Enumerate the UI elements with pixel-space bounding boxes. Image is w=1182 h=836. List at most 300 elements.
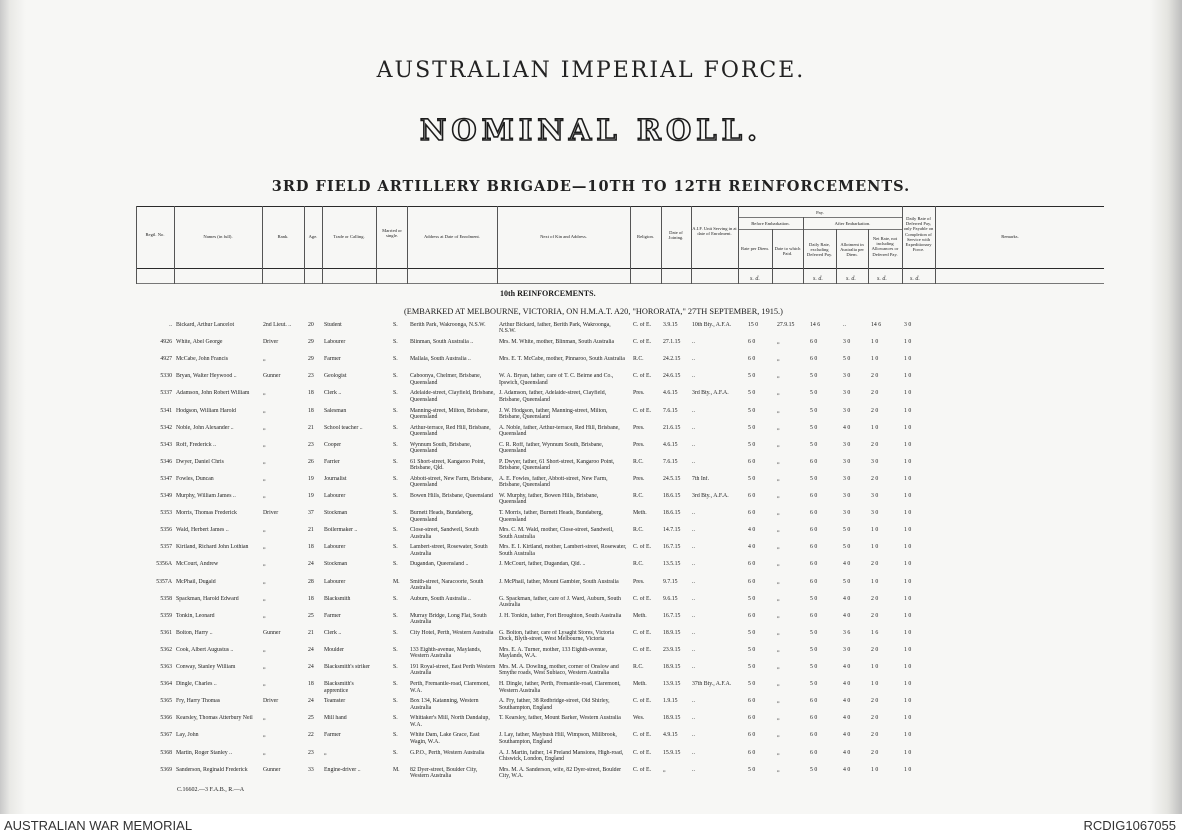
cell-date-paid: „ (777, 424, 780, 431)
cell-next-of-kin: A. J. Martin, father, 14 Preland Mansions, High-road, Chiswick, London, England (499, 749, 624, 762)
col-header-deferred: Daily Rate of Deferred Pay, only Payable on Completion of Service with Expeditionary Force. (903, 216, 934, 253)
cell-next-of-kin: H. Dingle, father, Perth, Fremantle-road, Claremont, Western Australia (499, 681, 621, 694)
cell-enrolment-address: Adelaide-street, Clayfield, Brisbane, Queensland (410, 390, 495, 403)
cell-daily-rate: 6 0 (810, 339, 818, 346)
cell-rank: „ (263, 493, 266, 499)
cell-trade: Labourer (324, 493, 346, 499)
cell-net-rate: 3 0 (871, 458, 879, 465)
cell-age: 28 (308, 578, 314, 585)
cell-religion: C. of E. (633, 339, 652, 346)
archive-reference: RCDIG1067055 (1083, 818, 1176, 833)
cell-date-paid: „ (777, 732, 780, 739)
col-divider (772, 229, 773, 284)
col-header-remarks: Remarks. (1001, 234, 1019, 239)
cell-next-of-kin: Mrs. E. T. McCabe, mother, Pinnaroo, South Australia (499, 356, 625, 363)
cell-rate-per-diem: 6 0 (748, 749, 756, 756)
cell-net-rate: 1 0 (871, 527, 879, 534)
cell-soldier-name: Noble, John Alexander .. (176, 424, 234, 431)
cell-date-paid: „ (777, 339, 780, 346)
cell-date-paid: „ (777, 407, 780, 414)
cell-rate-per-diem: 6 0 (748, 732, 756, 739)
archive-bar (0, 814, 1182, 836)
cell-age: 25 (308, 715, 314, 722)
cell-net-rate: 3 0 (871, 510, 879, 517)
cell-marital-status: S. (393, 441, 398, 448)
cell-deferred-pay: 1 0 (904, 527, 912, 534)
cell-marital-status: S. (393, 356, 398, 363)
cell-net-rate: 1 0 (871, 356, 879, 363)
cell-deferred-pay: 1 0 (904, 629, 912, 636)
cell-rate-per-diem: 4 0 (748, 544, 756, 551)
cell-daily-rate: 5 0 (810, 646, 818, 653)
cell-rate-per-diem: 5 0 (748, 595, 756, 602)
cell-unit-serving: .. (692, 612, 695, 619)
cell-deferred-pay: 1 0 (904, 407, 912, 414)
cell-unit-serving: 37th Bty., A.F.A. (692, 681, 732, 688)
col-divider (322, 206, 323, 284)
cell-date-paid: „ (777, 698, 780, 705)
cell-date-of-joining: 27.1.15 (663, 339, 681, 346)
cell-date-paid: „ (777, 578, 780, 585)
cell-rank: „ (263, 390, 266, 397)
cell-unit-serving: 3rd Bty., A.F.A. (692, 493, 729, 499)
cell-regtl-no: 5357 (160, 544, 172, 551)
cell-rate-per-diem: 6 0 (748, 561, 756, 568)
col-header-allotment: Allotment in Australia per Diem. (840, 242, 864, 258)
cell-religion: Pres. (633, 578, 645, 585)
cell-marital-status: S. (393, 475, 398, 482)
cell-daily-rate: 5 0 (810, 475, 818, 482)
cell-regtl-no: 5367 (160, 732, 172, 739)
cell-religion: Meth. (633, 510, 647, 517)
cell-next-of-kin: Mrs. M. A. Dowling, mother, corner of Onslow and Smythe roads, West Subiaco, Western Australia (499, 664, 619, 677)
cell-age: 19 (308, 493, 314, 499)
cell-deferred-pay: 1 0 (904, 595, 912, 602)
cell-rank: „ (263, 356, 266, 363)
cell-deferred-pay: 1 0 (904, 646, 912, 653)
cell-enrolment-address: 133 Eighth-avenue, Maylands, Western Australia (410, 646, 482, 660)
cell-enrolment-address: Caboonya, Chelmer, Brisbane, Queensland (410, 373, 482, 386)
cell-trade: Stockman (324, 561, 348, 568)
cell-unit-serving: .. (692, 407, 695, 414)
cell-daily-rate: 5 0 (810, 373, 818, 380)
col-divider (691, 206, 692, 284)
cell-allotment: 4 0 (843, 612, 851, 619)
cell-allotment: 4 0 (843, 749, 851, 756)
cell-enrolment-address: City Hotel, Perth, Western Australia (410, 629, 494, 636)
section-title: 10th REINFORCEMENTS. (500, 289, 596, 298)
cell-date-of-joining: 24.5.15 (663, 475, 681, 482)
cell-net-rate: 3 0 (871, 493, 879, 499)
cell-deferred-pay: 1 0 (904, 510, 912, 517)
cell-daily-rate: 6 0 (810, 561, 818, 568)
cell-religion: C. of E. (633, 766, 652, 773)
cell-regtl-no: 5359 (160, 612, 172, 619)
cell-regtl-no: 5346 (160, 458, 172, 465)
cell-deferred-pay: 1 0 (904, 749, 912, 756)
cell-religion: C. of E. (633, 732, 652, 739)
cell-rank: Driver (263, 510, 279, 517)
cell-rank: „ (263, 561, 266, 568)
cell-next-of-kin: G. Spackman, father, care of J. Ward, Auburn, South Australia (499, 595, 621, 608)
cell-date-of-joining: 3.9.15 (663, 322, 678, 328)
cell-age: 29 (308, 356, 314, 363)
cell-deferred-pay: 1 0 (904, 612, 912, 619)
col-divider (262, 206, 263, 284)
cell-rate-per-diem: 5 0 (748, 390, 756, 397)
unit-title: 3RD FIELD ARTILLERY BRIGADE—10TH TO 12TH REINFORCEMENTS. (271, 178, 911, 195)
cell-next-of-kin: Mrs. M. White, mother, Blinman, South Australia (499, 339, 615, 346)
cell-deferred-pay: 1 0 (904, 475, 912, 482)
cell-regtl-no: 5364 (160, 681, 172, 688)
cell-net-rate: 1 0 (871, 681, 879, 688)
cell-age: 23 (308, 749, 314, 756)
cell-unit-serving: .. (692, 664, 695, 670)
cell-date-paid: „ (777, 681, 780, 688)
header-bottom-rule (136, 268, 1104, 269)
col-header-after-embarkation: After Embarkation. (834, 221, 871, 226)
cell-next-of-kin: W. A. Bryan, father, care of T. C. Beirne and Co., Ipswich, Queensland (499, 373, 614, 386)
cell-date-of-joining: 14.7.15 (663, 527, 681, 534)
cell-next-of-kin: J. McPhail, father, Mount Gambier, South Australia (499, 578, 619, 585)
cell-allotment: 3 6 (843, 629, 851, 636)
cell-allotment: 4 0 (843, 664, 851, 670)
cell-next-of-kin: A. Noble, father, Arthur-terrace, Red Hill, Brisbane, Queensland (499, 424, 620, 437)
cell-trade: School teacher .. (324, 424, 363, 431)
col-divider (376, 206, 377, 284)
cell-trade: Student (324, 322, 342, 328)
col-header-pay: Pay. (816, 210, 824, 215)
cell-next-of-kin: J. W. Hodgson, father, Manning-street, Milton, Brisbane, Queensland (499, 407, 608, 420)
cell-enrolment-address: G.P.O., Perth, Western Australia (410, 749, 485, 756)
cell-allotment: 5 0 (843, 527, 851, 534)
cell-enrolment-address: Box 134, Katanning, Western Australia (410, 698, 479, 711)
cell-trade: Engine-driver .. (324, 766, 361, 773)
cell-date-of-joining: 15.9.15 (663, 749, 681, 756)
cell-religion: R.C. (633, 458, 644, 465)
cell-net-rate: 2 0 (871, 475, 879, 482)
cell-marital-status: S. (393, 612, 398, 619)
cell-allotment: 4 0 (843, 681, 851, 688)
sd-mark: s. d. (910, 276, 920, 282)
cell-unit-serving: .. (692, 595, 695, 602)
cell-regtl-no: 5343 (160, 441, 172, 448)
cell-soldier-name: Wald, Herbert James .. (176, 527, 229, 534)
cell-next-of-kin: Mrs. E. I. Kirtland, mother, Lambert-street, Rosewater, South Australia (499, 544, 627, 557)
cell-soldier-name: Bickard, Arthur Lancelot (176, 322, 235, 328)
col-divider (738, 206, 739, 284)
col-divider (304, 206, 305, 284)
cell-net-rate: 1 0 (871, 664, 879, 670)
cell-unit-serving: .. (692, 749, 695, 756)
cell-date-paid: „ (777, 629, 780, 636)
cell-soldier-name: Bolton, Harry .. (176, 629, 213, 636)
cell-regtl-no: 5342 (160, 424, 172, 431)
cell-net-rate: 2 0 (871, 715, 879, 722)
cell-regtl-no: 5341 (160, 407, 172, 414)
cell-trade: Labourer (324, 339, 346, 346)
col-header-trade: Trade or Calling. (333, 234, 365, 239)
cell-unit-serving: .. (692, 629, 695, 636)
cell-regtl-no: 5356A (156, 561, 172, 568)
cell-next-of-kin: G. Bolton, father, care of Lysaght Stores, Victoria Dock, Blyth-street, West Melbourne, Victoria (499, 629, 615, 643)
cell-allotment: 4 0 (843, 698, 851, 705)
cell-rate-per-diem: 5 0 (748, 407, 756, 414)
cell-trade: Labourer (324, 578, 346, 585)
sd-mark: s. d. (877, 276, 887, 282)
cell-rank: Gunner (263, 766, 281, 773)
cell-soldier-name: Morris, Thomas Frederick (176, 510, 237, 517)
cell-date-of-joining: 16.7.15 (663, 612, 681, 619)
col-divider (136, 206, 137, 284)
cell-soldier-name: Kearsley, Thomas Atterbury Neil (176, 715, 253, 722)
cell-marital-status: S. (393, 373, 398, 380)
cell-rate-per-diem: 6 0 (748, 493, 756, 499)
cell-deferred-pay: 1 0 (904, 390, 912, 397)
cell-enrolment-address: White Dam, Lake Grace, East Wagin, W.A. (410, 732, 480, 745)
cell-date-of-joining: 9.6.15 (663, 595, 678, 602)
cell-regtl-no: 4926 (160, 339, 172, 346)
cell-age: 21 (308, 527, 314, 534)
document-title: AUSTRALIAN IMPERIAL FORCE. (376, 58, 806, 83)
cell-trade: Farmer (324, 732, 341, 739)
col-header-religion: Religion. (637, 234, 654, 239)
cell-marital-status: S. (393, 544, 398, 551)
cell-daily-rate: 5 0 (810, 424, 818, 431)
cell-rank: „ (263, 544, 266, 551)
archive-name: AUSTRALIAN WAR MEMORIAL (4, 818, 193, 833)
cell-regtl-no: 5347 (160, 475, 172, 482)
cell-next-of-kin: Mrs. M. A. Sanderson, wife, 82 Dyer-street, Boulder City, W.A. (499, 766, 622, 779)
cell-daily-rate: 5 0 (810, 407, 818, 414)
cell-unit-serving: .. (692, 646, 695, 653)
cell-soldier-name: Lay, John (176, 732, 199, 739)
cell-date-paid: „ (777, 544, 780, 551)
cell-date-paid: „ (777, 612, 780, 619)
cell-net-rate: 2 0 (871, 407, 879, 414)
roll-title: NOMINAL ROLL. (419, 113, 763, 147)
cell-daily-rate: 6 0 (810, 510, 818, 517)
cell-rate-per-diem: 5 0 (748, 373, 756, 380)
cell-enrolment-address: Bowen Hills, Brisbane, Queensland (410, 493, 493, 499)
cell-marital-status: S. (393, 698, 398, 705)
cell-deferred-pay: 1 0 (904, 664, 912, 670)
cell-soldier-name: Hodgson, William Harold (176, 407, 237, 414)
cell-enrolment-address: Lambert-street, Rosewater, South Australia (410, 544, 488, 557)
sd-mark: s. d. (846, 276, 856, 282)
print-code: C.16602.—3 F.A.B., R.—A (177, 787, 245, 793)
cell-daily-rate: 6 0 (810, 544, 818, 551)
cell-allotment: 3 0 (843, 441, 851, 448)
cell-deferred-pay: 1 0 (904, 339, 912, 346)
cell-religion: R.C. (633, 561, 644, 568)
cell-trade: Geologist (324, 373, 347, 380)
cell-net-rate: 2 0 (871, 595, 879, 602)
cell-deferred-pay: 1 0 (904, 458, 912, 465)
cell-next-of-kin: Mrs. C. M. Wald, mother, Close-street, Sandwell, South Australia (499, 527, 614, 540)
cell-trade: Farmer (324, 612, 341, 619)
cell-unit-serving: .. (692, 441, 695, 448)
col-header-name: Names (in full). (203, 234, 233, 239)
cell-regtl-no: 5369 (160, 766, 172, 773)
cell-trade: Teamster (324, 698, 346, 705)
col-header-rate-per-diem: Rate per Diem. (741, 246, 769, 251)
cell-religion: Meth. (633, 681, 647, 688)
cell-date-of-joining: 7.6.15 (663, 407, 678, 414)
cell-daily-rate: 5 0 (810, 681, 818, 688)
cell-marital-status: S. (393, 595, 398, 602)
cell-enrolment-address: Close-street, Sandwell, South Australia (410, 527, 479, 540)
cell-regtl-no: 5356 (160, 527, 172, 534)
cell-next-of-kin: Mrs. E. A. Turner, mother, 133 Eighth-avenue, Maylands, W.A. (499, 646, 608, 660)
cell-date-paid: „ (777, 510, 780, 517)
cell-rate-per-diem: 5 0 (748, 424, 756, 431)
cell-age: 26 (308, 458, 314, 465)
cell-unit-serving: .. (692, 578, 695, 585)
cell-soldier-name: Conway, Stanley William (176, 664, 236, 670)
cell-marital-status: S. (393, 732, 398, 739)
cell-age: 24 (308, 698, 314, 705)
cell-allotment: 3 0 (843, 646, 851, 653)
cell-allotment: 4 0 (843, 732, 851, 739)
cell-rate-per-diem: 6 0 (748, 356, 756, 363)
cell-age: 24 (308, 561, 314, 568)
cell-religion: Pres. (633, 390, 645, 397)
cell-net-rate: 1 0 (871, 578, 879, 585)
cell-net-rate: 2 0 (871, 612, 879, 619)
cell-daily-rate: 6 0 (810, 356, 818, 363)
cell-rank: „ (263, 458, 266, 465)
cell-rate-per-diem: 6 0 (748, 698, 756, 705)
cell-rate-per-diem: 6 0 (748, 458, 756, 465)
cell-daily-rate: 6 0 (810, 458, 818, 465)
cell-age: 20 (308, 322, 314, 328)
cell-unit-serving: .. (692, 339, 695, 346)
col-header-net-rate: Net Rate, not including Allowances or Deferred Pay. (871, 236, 899, 257)
cell-religion: C. of E. (633, 646, 652, 653)
cell-rate-per-diem: 6 0 (748, 339, 756, 346)
cell-marital-status: S. (393, 407, 398, 414)
cell-date-paid: „ (777, 595, 780, 602)
cell-soldier-name: Dwyer, Daniel Chris (176, 458, 224, 465)
cell-trade: Cooper (324, 441, 342, 448)
cell-allotment: 5 0 (843, 356, 851, 363)
cell-allotment: 5 0 (843, 578, 851, 585)
cell-unit-serving: .. (692, 458, 695, 465)
cell-religion: Meth. (633, 612, 647, 619)
cell-marital-status: S. (393, 646, 398, 653)
cell-trade: Moulder (324, 646, 344, 653)
cell-religion: C. of E. (633, 749, 652, 756)
cell-trade: Stockman (324, 510, 348, 517)
cell-next-of-kin: J. H. Tonkin, father, Fort Broughton, South Australia (499, 612, 622, 619)
cell-daily-rate: 6 0 (810, 527, 818, 534)
cell-rank: 2nd Lieut. .. (263, 322, 292, 328)
cell-net-rate: 2 0 (871, 390, 879, 397)
cell-enrolment-address: Wynnum South, Brisbane, Queensland (410, 441, 472, 455)
cell-date-of-joining: 24.6.15 (663, 373, 681, 380)
cell-soldier-name: Adamson, John Robert William (176, 390, 250, 397)
cell-date-paid: „ (777, 441, 780, 448)
cell-next-of-kin: Arthur Bickard, father, Berith Park, Wakroonga, N.S.W. (499, 322, 611, 335)
cell-allotment: 3 0 (843, 458, 851, 465)
cell-date-paid: 27.9.15 (777, 322, 795, 328)
cell-enrolment-address: Manning-street, Milton, Brisbane, Queensland (410, 407, 490, 420)
cell-date-paid: „ (777, 458, 780, 465)
cell-regtl-no: 5366 (160, 715, 172, 722)
cell-daily-rate: 6 0 (810, 493, 818, 499)
cell-daily-rate: 6 0 (810, 749, 818, 756)
cell-rank: Gunner (263, 373, 281, 380)
cell-deferred-pay: 1 0 (904, 715, 912, 722)
cell-allotment: 3 0 (843, 510, 851, 517)
col-header-daily-rate: Daily Rate, excluding Deferred Pay. (806, 242, 833, 258)
cell-marital-status: S. (393, 681, 398, 688)
cell-enrolment-address: Burnett Heads, Bundaberg, Queensland (410, 510, 474, 523)
cell-date-of-joining: 21.6.15 (663, 424, 681, 431)
cell-rate-per-diem: 5 0 (748, 664, 756, 670)
cell-date-of-joining: 18.6.15 (663, 493, 681, 499)
cell-daily-rate: 5 0 (810, 595, 818, 602)
cell-deferred-pay: 1 0 (904, 732, 912, 739)
cell-date-of-joining: 18.6.15 (663, 510, 681, 517)
cell-date-paid: „ (777, 664, 780, 670)
col-divider (497, 206, 498, 284)
cell-enrolment-address: Whittaker's Mill, North Dandalup, W.A. (410, 715, 490, 728)
col-divider (407, 206, 408, 284)
cell-marital-status: S. (393, 458, 398, 465)
cell-date-of-joining: 24.2.15 (663, 356, 681, 363)
cell-unit-serving: .. (692, 561, 695, 568)
cell-age: 18 (308, 390, 314, 397)
cell-unit-serving: .. (692, 544, 695, 551)
cell-soldier-name: Sanderson, Reginald Frederick (176, 766, 248, 773)
cell-date-of-joining: 13.5.15 (663, 561, 681, 568)
cell-deferred-pay: 1 0 (904, 441, 912, 448)
cell-rank: „ (263, 407, 266, 414)
cell-rank: „ (263, 749, 266, 756)
cell-next-of-kin: T. Morris, father, Burnett Heads, Bundaberg, Queensland (499, 510, 603, 523)
col-header-age: Age. (308, 234, 318, 239)
cell-date-of-joining: 16.7.15 (663, 544, 681, 551)
cell-next-of-kin: W. Murphy, father, Bowen Hills, Brisbane, Queensland (499, 493, 599, 506)
cell-next-of-kin: A. Fry, father, 38 Redbridge-street, Old Shirley, Southampton, England (499, 698, 610, 711)
cell-allotment: 4 0 (843, 766, 851, 773)
cell-rank: „ (263, 595, 266, 602)
cell-rank: „ (263, 527, 266, 534)
cell-regtl-no: 5362 (160, 646, 172, 653)
cell-next-of-kin: A. E. Fowles, father, Abbott-street, New Farm, Brisbane, Queensland (499, 475, 608, 489)
cell-daily-rate: 6 0 (810, 612, 818, 619)
cell-soldier-name: Cook, Albert Augustus .. (176, 646, 234, 653)
cell-regtl-no: 5337 (160, 390, 172, 397)
cell-rank: „ (263, 681, 266, 688)
cell-date-paid: „ (777, 527, 780, 534)
cell-religion: C. of E. (633, 544, 652, 551)
cell-religion: Pres. (633, 475, 645, 482)
cell-enrolment-address: Abbott-street, New Farm, Brisbane, Queensland (410, 475, 494, 489)
cell-age: 23 (308, 373, 314, 380)
cell-date-paid: „ (777, 356, 780, 363)
cell-date-of-joining: 18.9.15 (663, 715, 681, 722)
cell-daily-rate: 5 0 (810, 441, 818, 448)
cell-next-of-kin: C. R. Roff, father, Wynnum South, Brisbane, Queensland (499, 441, 604, 455)
cell-date-paid: „ (777, 646, 780, 653)
cell-trade: Boilermaker .. (324, 527, 358, 534)
cell-religion: R.C. (633, 664, 644, 670)
cell-soldier-name: Murphy, William James .. (176, 493, 236, 499)
cell-net-rate: 2 0 (871, 749, 879, 756)
